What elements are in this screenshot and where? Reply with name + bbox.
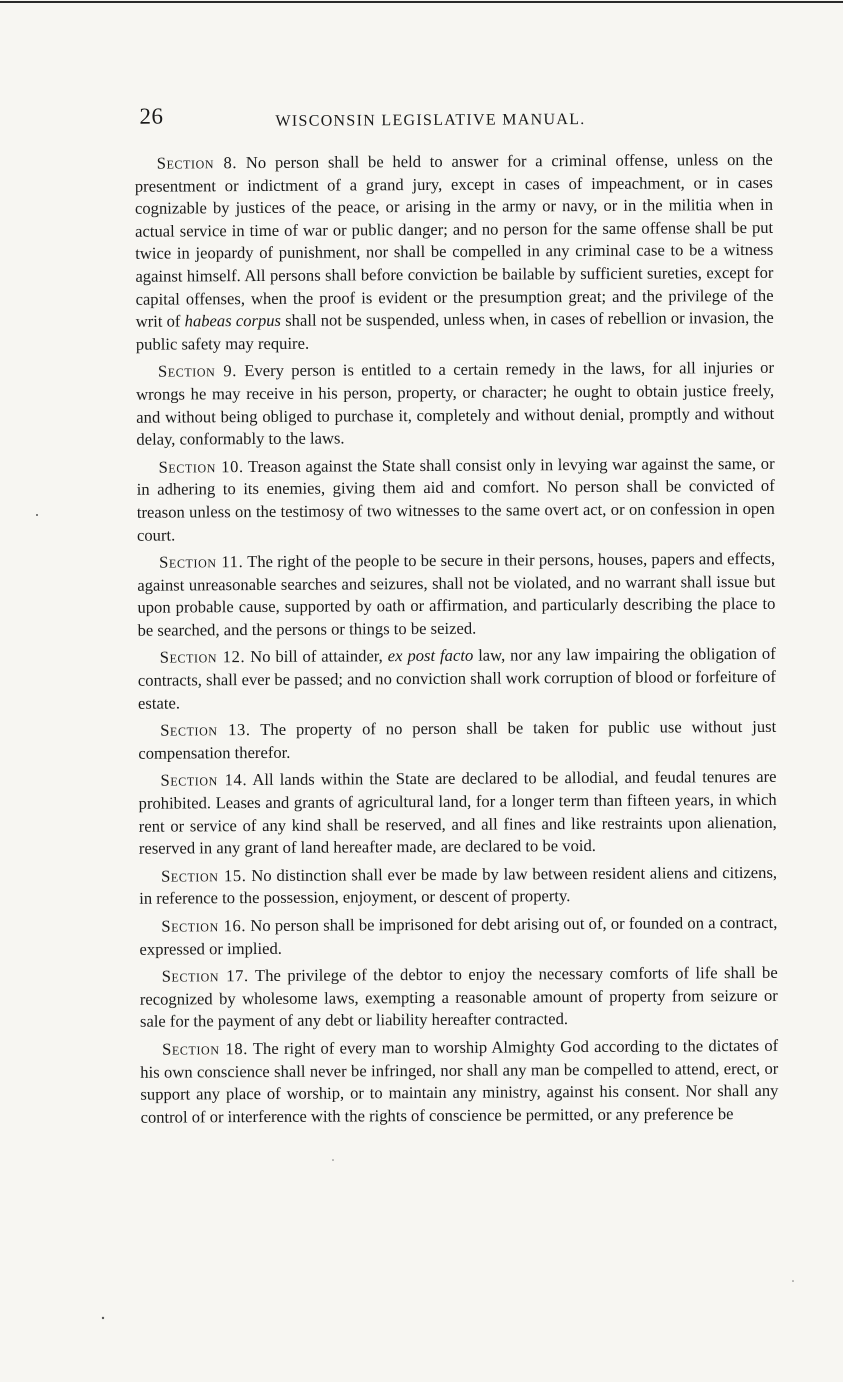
section-text: The right of the people to be secure in their persons, houses, papers and effects, against unreasonable searches and seizures, shall not be violated, and no warrant shall issue but upon probable cause, supported by oath or affirmation, and particularly describing the place to be searched, and the persons or things to be seized.: [137, 548, 776, 640]
section-text: All lands within the State are declared to be allodial, and feudal tenures are prohibited. Leases and grants of agricultural land, for a longer term than fifteen years, in which rent or service of any kind shall be reserved, and all fines and like restraints upon alienation, reserved in any grant of land hereafter made, are declared to be void.: [138, 767, 777, 858]
section-text: Every person is entitled to a certain remedy in the laws, for all injuries or wrongs he may receive in his person, property, or character; he ought to obtain justice freely, and without being obliged to purchase it, completely and without denial, promptly and without delay, conformably to the laws.: [136, 358, 775, 449]
section-text-after: shall not be suspended, unless when, in cases of rebellion or invasion, the public safety may require.: [135, 307, 774, 354]
speck: [102, 1317, 104, 1319]
section-label: Section 14.: [160, 770, 248, 791]
section-text-after: law, nor any law impairing the obligation of contracts, shall ever be passed; and no conviction shall work corruption of blood or forfeiture of estate.: [137, 644, 776, 713]
section-label: Section 17.: [161, 966, 249, 986]
section-italic-term: ex post facto: [387, 646, 474, 666]
running-title: WISCONSIN LEGISLATIVE MANUAL.: [275, 110, 586, 130]
section-text: The privilege of the debtor to enjoy the necessary comforts of life shall be recognized by wholesome laws, exempting a reasonable amount of property from seizure or sale for the payment of any debt or liability hereafter contracted.: [139, 963, 778, 1032]
section-label: Section 8.: [156, 153, 238, 173]
section-label: Section 15.: [161, 865, 247, 886]
section-text: Treason against the State shall consist only in levying war against the same, or in adhering to its enemies, giving them aid and comfort. No person shall be convicted of treason unless on the testimosy of two witnesses to the same overt act, or on confession in open court.: [136, 453, 775, 545]
speck: [36, 514, 38, 516]
section-text: The property of no person shall be taken for public use without just compensation therefor.: [138, 717, 777, 763]
section-label: Section 13.: [160, 720, 251, 740]
section-label: Section 16.: [161, 916, 247, 936]
section-label: Section 9.: [157, 361, 238, 381]
section-text: The right of every man to worship Almighty God according to the dictates of his own conscience shall never be infringed, nor shall any man be compelled to attend, erect, or support any place of worship, or to maintain any ministry, against his consent. Nor shall any control of or interference with the rights of conscience be permitted, or any preference be: [140, 1035, 779, 1127]
section-label: Section 12.: [159, 647, 246, 668]
page-number: 26: [139, 103, 164, 129]
section-text: No person shall be held to answer for a criminal offense, unless on the presentment or indictment of a grand jury, except in cases of impeachment, or in cases cognizable by justices of the peace, or arising in the army or navy, or in the militia when in actual service in time of war or public danger; and no person for the same offense shall be put twice in jeopardy of punishment, nor shall be compelled in any criminal case to be a witness against himself. All persons shall before conviction be bailable by sufficient sureties, except for capital offenses, when the proof is evident or the presumption great; and the privilege of the writ of: [134, 149, 774, 331]
section-text: No person shall be imprisoned for debt arising out of, or founded on a contract, expressed or implied.: [139, 912, 778, 959]
section-text: No bill of attainder,: [250, 646, 388, 667]
speck: [792, 1280, 794, 1282]
section-label: Section 11.: [159, 552, 244, 572]
section-label: Section 18.: [162, 1039, 248, 1059]
section-label: Section 10.: [158, 456, 244, 477]
speck: [332, 1159, 334, 1161]
section-text: No distinction shall ever be made by law between resident aliens and citizens, in reference to the possession, enjoyment, or descent of property.: [139, 862, 778, 909]
section-italic-term: habeas corpus: [184, 310, 282, 331]
